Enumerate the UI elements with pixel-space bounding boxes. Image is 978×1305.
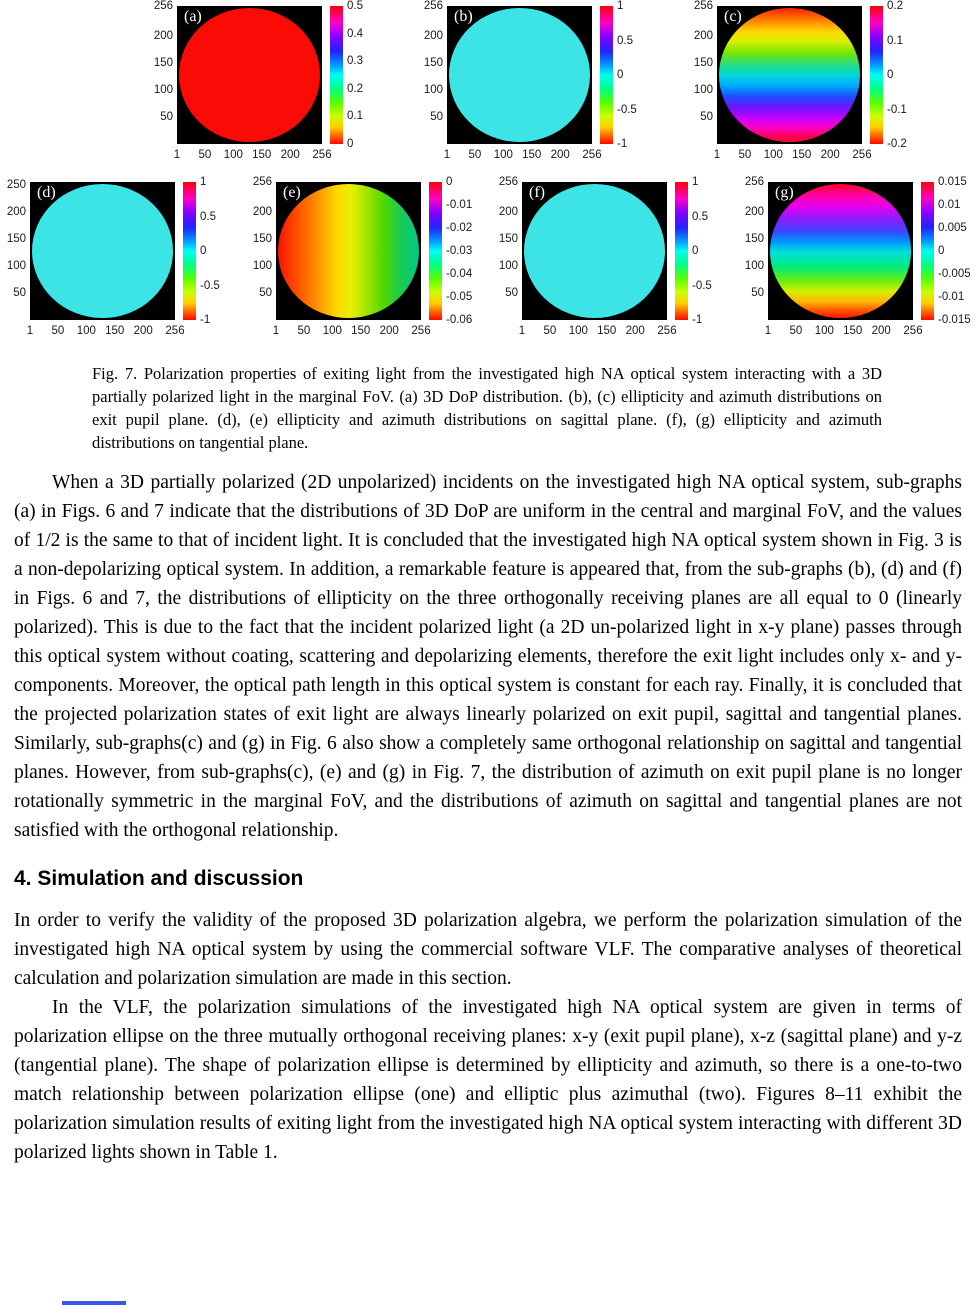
- x-axis-tick-label: 200: [550, 149, 570, 161]
- y-axis-tick-label: 50: [160, 111, 173, 124]
- x-axis-tick-label: 200: [625, 325, 645, 337]
- paragraph-simulation-intro: In order to verify the validity of the proposed 3D polarization algebra, we perform the polarization simulation of the investigated high NA optical system by using the commercial software VLF. The comparative analyses of theoretical calculation and polarization simulation are made in this section.: [14, 910, 962, 989]
- pupil-heatmap-c: [719, 8, 860, 142]
- colorbar-tick-label: 0.5: [347, 0, 363, 12]
- colorbar-c: [870, 6, 883, 144]
- x-axis-tick-label: 150: [252, 149, 272, 161]
- x-axis-tick-label: 200: [820, 149, 840, 161]
- colorbar-tick-label: -1: [692, 314, 703, 326]
- colorbar-tick-label: 0: [692, 245, 699, 257]
- x-axis-tick-label: 100: [814, 325, 834, 337]
- paragraph-vlf: In the VLF, the polarization simulations of the investigated high NA optical system are given in terms of polarization ellipse on the three mutually orthogonal receiving planes: x-y (exit pupil plane), x-z (sagittal plane) and y-z (tangential plane). The shape of polarization ellipse is determined by ellipticity and azimuth, so there is a one-to-two match relationship between polarization ellipse (one) and elliptic plus azimuthal (two). Figures 8–11 exhibit the polarization simulation results of exiting light from the investigated high NA optical system interacting with different 3D polarized lights shown in Table 1.: [14, 997, 962, 1163]
- x-axis-tick-label: 1: [518, 325, 526, 337]
- x-axis-tick-label: 200: [280, 149, 300, 161]
- x-axis-tick-label: 1: [26, 325, 34, 337]
- colorbar-tick-label: 0: [617, 69, 624, 81]
- colorbar-labels-b: [613, 0, 657, 150]
- subplot-f: [492, 176, 732, 342]
- plot-area-b: [447, 6, 592, 144]
- cropped-hyperlink-fragment[interactable]: [62, 1301, 126, 1305]
- y-axis-tick-label: 50: [259, 287, 272, 300]
- x-axis-f: [518, 320, 677, 342]
- colorbar-tick-label: 0.005: [938, 222, 967, 234]
- x-axis-tick-label: 150: [522, 149, 542, 161]
- colorbar-tick-label: 0.01: [938, 199, 961, 211]
- x-axis-tick-label: 100: [568, 325, 588, 337]
- colorbar-tick-label: 0: [347, 138, 354, 150]
- colorbar-tick-label: -1: [200, 314, 211, 326]
- y-axis-tick-label: 150: [252, 233, 272, 246]
- colorbar-tick-label: -0.03: [446, 245, 473, 257]
- y-axis-tick-label: 50: [13, 287, 26, 300]
- y-axis-tick-label: 150: [423, 57, 443, 70]
- subplot-letter-label: (e): [283, 184, 301, 201]
- x-axis-tick-label: 50: [789, 325, 803, 337]
- colorbar-tick-label: -0.02: [446, 222, 473, 234]
- y-axis-tick-label: 150: [498, 233, 518, 246]
- y-axis-tick-label: 50: [505, 287, 518, 300]
- pupil-heatmap-g: [770, 184, 911, 318]
- subplot-g: [738, 176, 978, 342]
- colorbar-tick-label: 0: [938, 245, 945, 257]
- x-axis-tick-label: 150: [597, 325, 617, 337]
- subplot-b: [417, 0, 657, 166]
- x-axis-g: [764, 320, 923, 342]
- y-axis-a: [147, 0, 177, 144]
- y-axis-e: [246, 176, 276, 320]
- colorbar-tick-label: 0: [446, 176, 453, 188]
- x-axis-tick-label: 256: [165, 325, 185, 337]
- x-axis-tick-label: 256: [411, 325, 431, 337]
- figure-caption: Fig. 7. Polarization properties of exiting light from the investigated high NA optical system interacting with a 3D partially polarized light in the marginal FoV. (a) 3D DoP distribution. (b), (c) ellipticity and azimuth distributions on exit pupil plane. (d), (e) ellipticity and azimuth distributions on sagittal plane. (f), (g) ellipticity and azimuth distributions on tangential plane.: [92, 364, 882, 452]
- figure-row-2: [0, 176, 978, 342]
- x-axis-tick-label: 1: [272, 325, 280, 337]
- x-axis-tick-label: 256: [657, 325, 677, 337]
- y-axis-tick-label: 250: [6, 179, 26, 192]
- y-axis-tick-label: 200: [252, 206, 272, 219]
- axis-colorbar-gap: [913, 182, 921, 320]
- colorbar-tick-label: 0.1: [347, 110, 363, 123]
- colorbar-tick-label: 0.3: [347, 55, 363, 68]
- x-axis-tick-label: 50: [468, 149, 482, 161]
- subplot-e: [246, 176, 486, 342]
- colorbar-tick-label: 0.5: [617, 34, 633, 47]
- y-axis-tick-label: 100: [744, 260, 764, 273]
- colorbar-labels-f: [688, 176, 732, 326]
- figure-row-1: [0, 0, 978, 166]
- colorbar-f: [675, 182, 688, 320]
- colorbar-tick-label: -0.2: [887, 138, 907, 150]
- x-axis-tick-label: 150: [792, 149, 812, 161]
- colorbar-e: [429, 182, 442, 320]
- axis-colorbar-gap: [421, 182, 429, 320]
- x-axis-tick-label: 150: [351, 325, 371, 337]
- y-axis-tick-label: 150: [744, 233, 764, 246]
- y-axis-tick-label: 150: [693, 57, 713, 70]
- y-axis-f: [492, 176, 522, 320]
- colorbar-tick-label: 0.5: [200, 210, 216, 223]
- subplot-letter-label: (b): [454, 8, 473, 25]
- colorbar-tick-label: 1: [692, 176, 699, 188]
- x-axis-tick-label: 256: [903, 325, 923, 337]
- colorbar-tick-label: 0.4: [347, 27, 363, 40]
- x-axis-tick-label: 256: [582, 149, 602, 161]
- y-axis-tick-label: 150: [6, 233, 26, 246]
- pupil-heatmap-f: [524, 184, 665, 318]
- colorbar-g: [921, 182, 934, 320]
- x-axis-d: [26, 320, 185, 342]
- x-axis-tick-label: 1: [443, 149, 451, 161]
- x-axis-tick-label: 1: [764, 325, 772, 337]
- colorbar-labels-d: [196, 176, 240, 326]
- y-axis-tick-label: 200: [498, 206, 518, 219]
- x-axis-b: [443, 144, 602, 166]
- colorbar-tick-label: 0.1: [887, 34, 903, 47]
- colorbar-b: [600, 6, 613, 144]
- plot-area-d: [30, 182, 175, 320]
- y-axis-g: [738, 176, 768, 320]
- colorbar-tick-label: 0.2: [347, 82, 363, 95]
- y-axis-tick-label: 50: [430, 111, 443, 124]
- y-axis-tick-label: 256: [252, 176, 272, 188]
- y-axis-tick-label: 50: [751, 287, 764, 300]
- x-axis-tick-label: 50: [543, 325, 557, 337]
- y-axis-tick-label: 100: [153, 84, 173, 97]
- x-axis-tick-label: 256: [852, 149, 872, 161]
- plot-area-a: [177, 6, 322, 144]
- subplot-letter-label: (f): [529, 184, 545, 201]
- x-axis-tick-label: 256: [312, 149, 332, 161]
- x-axis-tick-label: 100: [493, 149, 513, 161]
- y-axis-tick-label: 256: [423, 0, 443, 12]
- pupil-heatmap-b: [449, 8, 590, 142]
- colorbar-tick-label: -0.1: [887, 103, 907, 116]
- y-axis-tick-label: 200: [6, 206, 26, 219]
- colorbar-tick-label: 0: [887, 69, 894, 81]
- y-axis-tick-label: 200: [153, 30, 173, 43]
- colorbar-tick-label: -0.01: [938, 291, 965, 303]
- x-axis-tick-label: 200: [379, 325, 399, 337]
- colorbar-tick-label: -0.005: [938, 268, 971, 280]
- y-axis-tick-label: 100: [6, 260, 26, 273]
- colorbar-tick-label: 1: [200, 176, 207, 188]
- x-axis-a: [173, 144, 332, 166]
- colorbar-tick-label: -0.05: [446, 291, 473, 303]
- x-axis-tick-label: 1: [713, 149, 721, 161]
- colorbar-d: [183, 182, 196, 320]
- axis-colorbar-gap: [592, 6, 600, 144]
- colorbar-labels-c: [883, 0, 927, 150]
- axis-colorbar-gap: [322, 6, 330, 144]
- axis-colorbar-gap: [862, 6, 870, 144]
- colorbar-labels-e: [442, 176, 486, 326]
- colorbar-tick-label: -0.01: [446, 199, 473, 211]
- subplot-letter-label: (c): [724, 8, 742, 25]
- y-axis-c: [687, 0, 717, 144]
- y-axis-d: [0, 179, 30, 320]
- subplot-letter-label: (g): [775, 184, 794, 201]
- x-axis-tick-label: 1: [173, 149, 181, 161]
- pupil-heatmap-e: [278, 184, 419, 318]
- subplot-c: [687, 0, 927, 166]
- y-axis-tick-label: 256: [153, 0, 173, 12]
- x-axis-e: [272, 320, 431, 342]
- x-axis-tick-label: 50: [297, 325, 311, 337]
- colorbar-tick-label: 0.5: [692, 210, 708, 223]
- colorbar-tick-label: -0.015: [938, 314, 971, 326]
- plot-area-g: [768, 182, 913, 320]
- colorbar-labels-g: [934, 176, 978, 326]
- colorbar-tick-label: 0.015: [938, 176, 967, 188]
- colorbar-tick-label: -1: [617, 138, 628, 150]
- y-axis-tick-label: 256: [744, 176, 764, 188]
- x-axis-tick-label: 100: [223, 149, 243, 161]
- y-axis-tick-label: 50: [700, 111, 713, 124]
- colorbar-tick-label: -0.06: [446, 314, 473, 326]
- y-axis-tick-label: 100: [498, 260, 518, 273]
- colorbar-tick-label: 1: [617, 0, 624, 12]
- subplot-letter-label: (d): [37, 184, 56, 201]
- x-axis-tick-label: 50: [51, 325, 65, 337]
- colorbar-tick-label: -0.04: [446, 268, 473, 280]
- axis-colorbar-gap: [667, 182, 675, 320]
- y-axis-tick-label: 200: [423, 30, 443, 43]
- subplot-a: [147, 0, 387, 166]
- x-axis-c: [713, 144, 872, 166]
- y-axis-tick-label: 100: [252, 260, 272, 273]
- y-axis-tick-label: 200: [693, 30, 713, 43]
- axis-colorbar-gap: [175, 182, 183, 320]
- y-axis-tick-label: 200: [744, 206, 764, 219]
- pupil-heatmap-a: [179, 8, 320, 142]
- plot-area-e: [276, 182, 421, 320]
- figure-7: [0, 0, 978, 342]
- x-axis-tick-label: 100: [76, 325, 96, 337]
- x-axis-tick-label: 200: [133, 325, 153, 337]
- x-axis-tick-label: 100: [322, 325, 342, 337]
- x-axis-tick-label: 100: [763, 149, 783, 161]
- section-heading: 4. Simulation and discussion: [14, 867, 304, 890]
- x-axis-tick-label: 200: [871, 325, 891, 337]
- colorbar-tick-label: -0.5: [617, 103, 637, 116]
- y-axis-tick-label: 256: [498, 176, 518, 188]
- y-axis-b: [417, 0, 447, 144]
- x-axis-tick-label: 150: [105, 325, 125, 337]
- pupil-heatmap-d: [32, 184, 173, 318]
- plot-area-c: [717, 6, 862, 144]
- plot-area-f: [522, 182, 667, 320]
- colorbar-tick-label: -0.5: [200, 279, 220, 292]
- paragraph-discussion: When a 3D partially polarized (2D unpolarized) incidents on the investigated high NA optical system, sub-graphs (a) in Figs. 6 and 7 indicate that the distributions of 3D DoP are uniform in the central and marginal FoV, and the values of 1/2 is the same to that of incident light. It is concluded that the investigated high NA optical system shown in Fig. 3 is a non-depolarizing optical system. In addition, a remarkable feature is appeared that, from the sub-graphs (b), (d) and (f) in Figs. 6 and 7, the distributions of ellipticity on the three orthogonally receiving planes are all equal to 0 (linearly polarized). This is due to the fact that the incident polarized light (a 2D un-polarized light in x-y plane) passes through this optical system without coating, scattering and depolarizing elements, therefore the exit light includes only x- and y-components. Moreover, the optical path length in this optical system is constant for each ray. Finally, it is concluded that the projected polarization states of exit light are always linearly polarized on exit pupil, sagittal and tangential planes. Similarly, sub-graphs(c) and (g) in Fig. 6 also show a completely same orthogonal relationship on sagittal and tangential planes. However, from sub-graphs(c), (e) and (g) in Fig. 7, the distribution of azimuth on exit pupil plane is no longer rotationally symmetric in the marginal FoV, and the distributions of azimuth on sagittal and tangential planes are not satisfied with the orthogonal relationship.: [14, 472, 962, 841]
- colorbar-labels-a: [343, 0, 387, 150]
- y-axis-tick-label: 256: [693, 0, 713, 12]
- colorbar-a: [330, 6, 343, 144]
- y-axis-tick-label: 100: [693, 84, 713, 97]
- colorbar-tick-label: -0.5: [692, 279, 712, 292]
- x-axis-tick-label: 50: [198, 149, 212, 161]
- y-axis-tick-label: 100: [423, 84, 443, 97]
- colorbar-tick-label: 0: [200, 245, 207, 257]
- y-axis-tick-label: 150: [153, 57, 173, 70]
- x-axis-tick-label: 150: [843, 325, 863, 337]
- x-axis-tick-label: 50: [738, 149, 752, 161]
- subplot-letter-label: (a): [184, 8, 202, 25]
- subplot-d: [0, 176, 240, 342]
- colorbar-tick-label: 0.2: [887, 0, 903, 12]
